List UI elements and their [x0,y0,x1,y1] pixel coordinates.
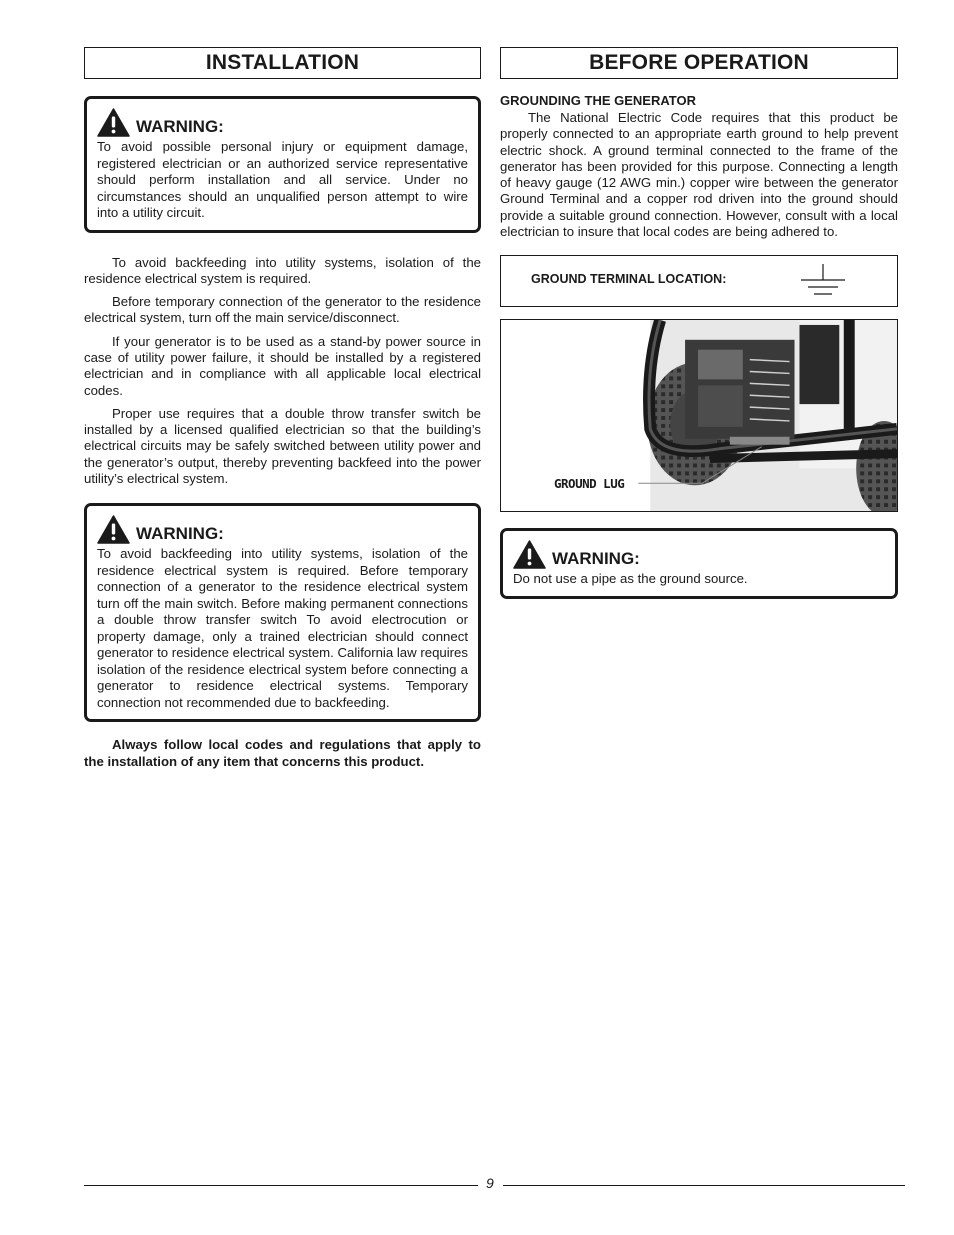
installation-column [84,47,481,770]
warning-title: WARNING: [136,117,224,136]
warning-heading [513,537,885,569]
warning-title: WARNING: [136,524,224,544]
footer-rule-left [84,1185,478,1186]
installation-header: INSTALLATION [84,47,481,79]
page-number: 9 [486,1175,494,1191]
installation-paragraph: Proper use requires that a double throw transfer switch be installed by a licensed qualified electrician so that the building’s electrical circuits may be safely switched between utility power and the generator’s output, thereby preventing backfeed into the power utility’s electrical system. [84,405,481,487]
ground-terminal-box [500,255,898,307]
warning-text: To avoid backfeeding into utility systems, isolation of the residence electrical system is required. Before temporary connection of a generator to the residence electrical system turn off the main switch. Before making permanent connections a double throw transfer switch To avoid electrocution or property damage, only a trained electrician should connect generator to residence electrical system. California law requires isolation of the residence electrical system before connecting a generator to residence electrical systems. Temporary connection not recommended due to backfeeding. [97,546,468,710]
before-operation-column [500,47,898,599]
generator-photo [500,319,898,512]
before-operation-header: BEFORE OPERATION [500,47,898,79]
warning-triangle-icon [513,540,546,569]
installation-body [84,255,481,488]
ground-symbol-icon [799,262,847,300]
footer-rule-right [503,1185,905,1186]
warning-text: Do not use a pipe as the ground source. [513,571,748,587]
warning-box-3 [500,528,898,599]
warning-heading [97,105,468,137]
installation-paragraph: To avoid backfeeding into utility systems, isolation of the residence electrical system is required. [84,254,481,286]
warning-triangle-icon [97,515,130,544]
ground-terminal-label: GROUND TERMINAL LOCATION: [531,272,727,287]
warning-text: To avoid possible personal injury or equipment damage, registered electrician or an authorized service representative should perform installation and all service. Under no circumstances should an unqualified person attempt to wire into a utility circuit. [97,139,468,220]
ground-lug-label: GROUND LUG [554,476,625,492]
warning-box-1 [84,96,481,233]
grounding-subheading: GROUNDING THE GENERATOR [500,93,696,108]
closing-note: Always follow local codes and regulations that apply to the installation of any item that concerns this product. [84,737,481,769]
grounding-paragraph: The National Electric Code requires that this product be properly connected to an appropriate earth ground to help prevent electric shock. A ground terminal connected to the frame of the generator has been provided for this purpose. Connecting a length of heavy gauge (12 AWG min.) copper wire between the generator Ground Terminal and a copper rod driven into the ground should provide a suitable ground connection. However, consult with a local electrician to insure that local codes are being adhered to. [500,110,898,240]
warning-box-2 [84,503,481,722]
warning-triangle-icon [97,108,130,137]
warning-heading [97,512,468,544]
warning-title: WARNING: [552,549,640,569]
installation-paragraph: If your generator is to be used as a stand-by power source in case of utility power failure, it should be installed by a registered electrician and in compliance with all applicable local electrical codes. [84,333,481,398]
installation-paragraph: Before temporary connection of the generator to the residence electrical system, turn off the main service/disconnect. [84,294,481,326]
